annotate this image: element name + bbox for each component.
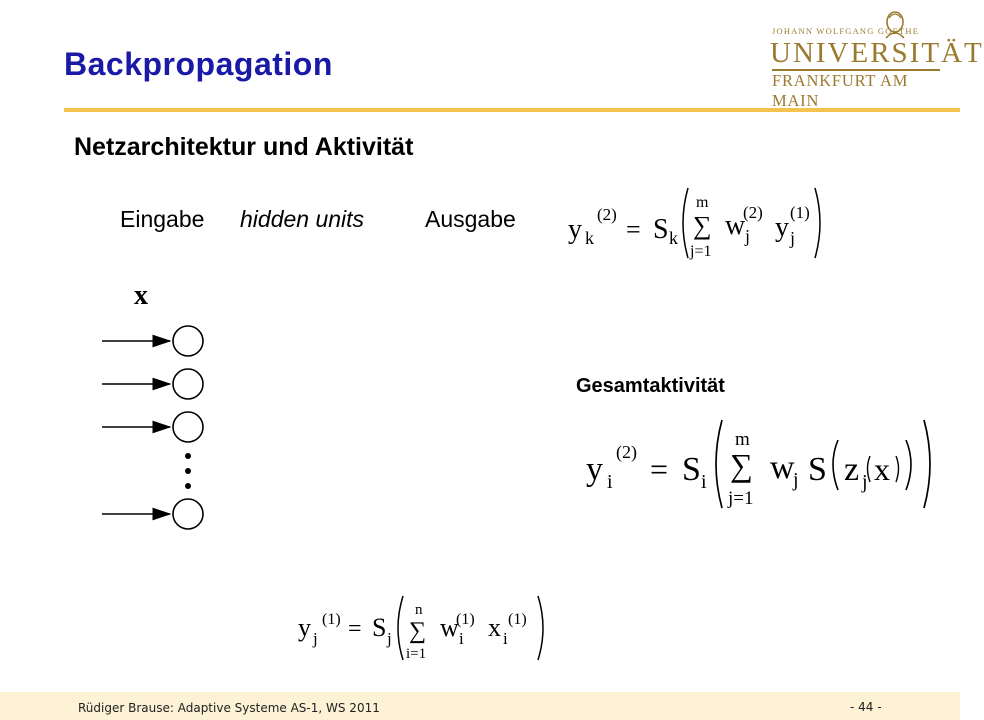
svg-text:y: y	[775, 212, 789, 243]
svg-text:x: x	[874, 451, 890, 487]
svg-text:w: w	[725, 210, 746, 241]
logo-line-2: UNIVERSITÄT	[770, 37, 984, 69]
input-neuron	[173, 499, 203, 529]
svg-text:(1): (1)	[790, 203, 810, 222]
input-layer-diagram	[96, 320, 216, 535]
svg-text:j=1: j=1	[690, 243, 712, 260]
svg-text:j: j	[313, 629, 318, 648]
svg-text:(1): (1)	[322, 611, 341, 628]
svg-text:S: S	[372, 613, 387, 642]
svg-text:y: y	[586, 451, 603, 488]
output-formula	[560, 180, 830, 266]
svg-text:m: m	[696, 194, 709, 211]
svg-text:j: j	[387, 629, 392, 648]
svg-text:=: =	[348, 616, 362, 642]
ellipsis-dots	[185, 453, 191, 489]
svg-text:z: z	[844, 451, 860, 488]
label-output: Ausgabe	[425, 206, 516, 232]
svg-text:i: i	[701, 471, 707, 493]
footer-author: Rüdiger Brause: Adaptive Systeme AS-1, WS 2011	[78, 701, 380, 715]
logo-line-1: JOHANN WOLFGANG GOETHE	[772, 26, 920, 36]
svg-text:(2): (2)	[597, 205, 617, 224]
svg-text:=: =	[650, 451, 669, 487]
svg-text:S: S	[682, 451, 701, 488]
svg-text:(1): (1)	[508, 611, 527, 628]
svg-text:i: i	[607, 471, 613, 493]
svg-text:j: j	[862, 471, 868, 493]
slide-title: Backpropagation	[64, 46, 333, 82]
svg-text:w: w	[440, 613, 459, 642]
svg-text:j: j	[745, 226, 751, 246]
svg-text:(2): (2)	[743, 203, 763, 222]
svg-text:i: i	[503, 629, 508, 648]
svg-text:w: w	[770, 449, 795, 486]
svg-text:=: =	[626, 215, 641, 244]
logo-line-3: FRANKFURT AM MAIN	[772, 71, 909, 110]
svg-text:S: S	[653, 214, 669, 245]
slide-subtitle: Netzarchitektur und Aktivität	[74, 133, 414, 161]
svg-text:m: m	[735, 429, 750, 450]
svg-text:j: j	[793, 469, 799, 491]
svg-text:∑: ∑	[693, 211, 712, 240]
svg-text:k: k	[669, 228, 678, 248]
input-neuron	[173, 326, 203, 356]
svg-text:x: x	[134, 280, 148, 311]
label-hidden-units: hidden units	[240, 206, 365, 232]
label-input: Eingabe	[120, 206, 205, 232]
page-number: - 44 -	[850, 700, 882, 714]
svg-text:∑: ∑	[409, 618, 427, 644]
svg-text:y: y	[568, 214, 582, 245]
input-vector-label	[132, 278, 162, 312]
svg-text:(2): (2)	[616, 442, 637, 462]
input-neuron	[173, 412, 203, 442]
total-activity-label: Gesamtaktivität	[576, 375, 725, 397]
svg-text:i: i	[459, 629, 464, 648]
total-activity-formula	[578, 410, 940, 518]
svg-text:x: x	[488, 613, 501, 642]
svg-text:S: S	[808, 451, 827, 488]
svg-text:n: n	[415, 602, 423, 618]
svg-text:k: k	[585, 228, 594, 248]
svg-text:∑: ∑	[730, 447, 753, 483]
svg-text:j=1: j=1	[728, 488, 754, 509]
hidden-activity-formula	[290, 590, 560, 668]
svg-text:j: j	[790, 228, 796, 248]
input-neuron	[173, 369, 203, 399]
svg-text:y: y	[298, 613, 311, 642]
svg-text:i=1: i=1	[406, 646, 427, 662]
svg-text:(1): (1)	[456, 611, 475, 628]
